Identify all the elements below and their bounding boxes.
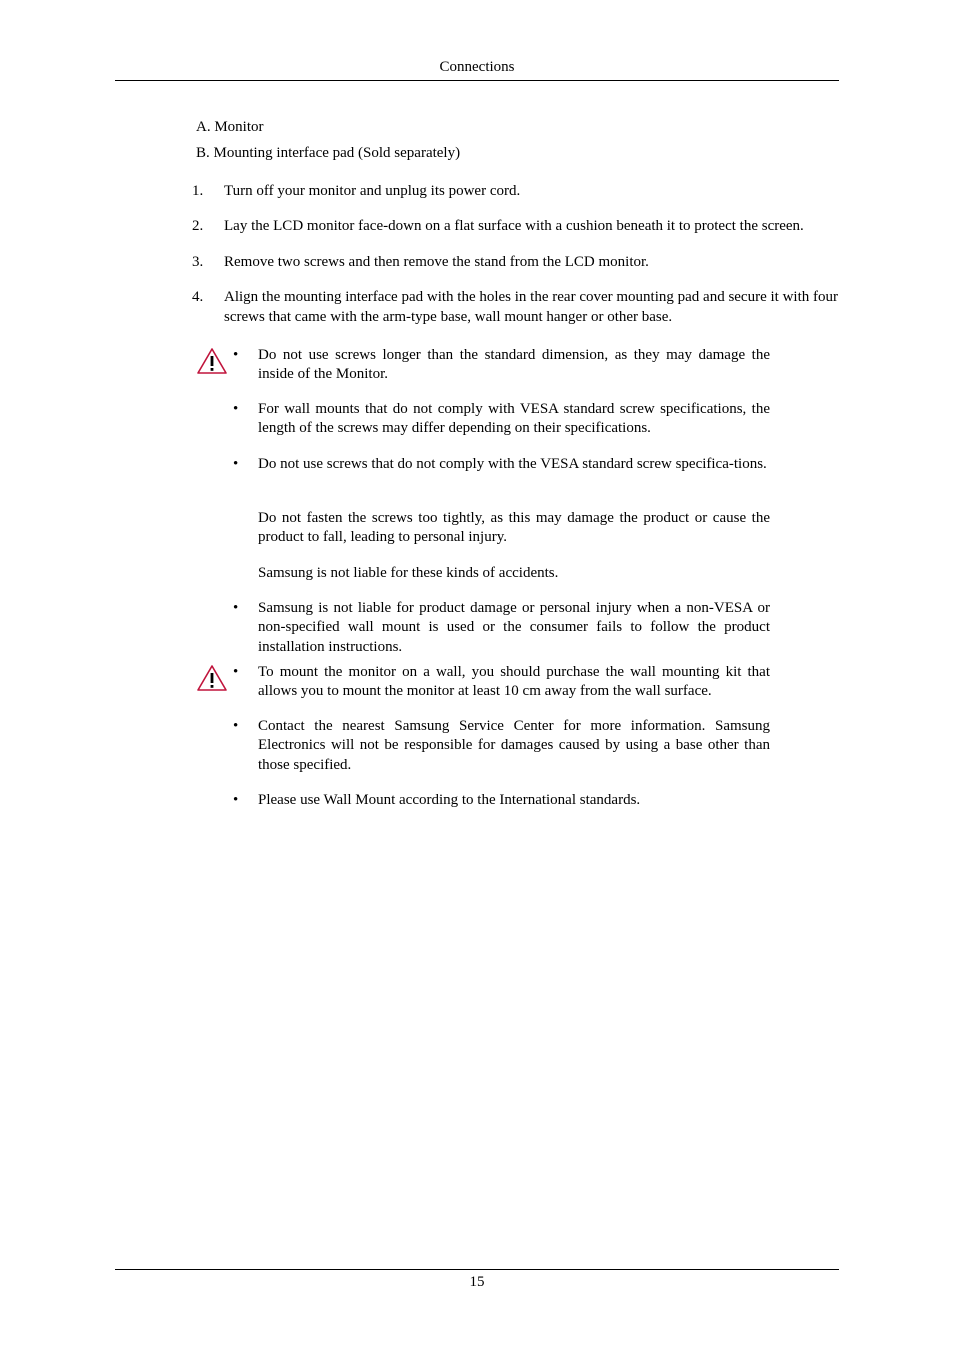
page-number: 15 — [469, 1274, 485, 1290]
caution-text: Do not use screws that do not comply with the VESA standard screw specifica-tions. — [258, 456, 767, 472]
caution-triangle-icon — [196, 664, 228, 692]
caution-text: Samsung is not liable for product damage or personal injury when a non-VESA or non-specified wall mount is used or the consumer fails to follow the product installation instructions. — [258, 600, 770, 655]
caution-paragraph: Do not fasten the screws too tightly, as this may damage the product or cause the product to fall, leading to personal injury. — [258, 510, 770, 546]
step-text: Align the mounting interface pad with the holes in the rear cover mounting pad and secure it with four screws that came with the arm-type base, wall mount hanger or other base. — [224, 289, 838, 325]
caution-text: To mount the monitor on a wall, you should purchase the wall mounting kit that allows you to mount the monitor at least 10 cm away from the wall surface. — [258, 664, 770, 700]
step-number: 3. — [192, 254, 204, 270]
step-number: 1. — [192, 183, 204, 199]
bullet-marker: • — [233, 347, 239, 363]
legend-item-a: A. Monitor — [196, 119, 264, 135]
bullet-marker: • — [233, 792, 239, 808]
footer-rule — [115, 1269, 839, 1270]
bullet-marker: • — [233, 718, 239, 734]
caution-text: Contact the nearest Samsung Service Center for more information. Samsung Electronics will not be responsible for damages caused by using a base other than those specified. — [258, 718, 770, 773]
header-rule — [115, 80, 839, 81]
legend-item-b: B. Mounting interface pad (Sold separately) — [196, 145, 461, 161]
header-title: Connections — [439, 59, 515, 75]
caution-text: Please use Wall Mount according to the International standards. — [258, 792, 641, 808]
step-number: 2. — [192, 218, 204, 234]
bullet-marker: • — [233, 664, 239, 680]
bullet-marker: • — [233, 456, 239, 472]
caution-text: Do not use screws longer than the standard dimension, as they may damage the inside of the Monitor. — [258, 347, 770, 383]
caution-text: For wall mounts that do not comply with VESA standard screw specifications, the length of the screws may differ depending on their specifications. — [258, 401, 770, 437]
caution-paragraph: Samsung is not liable for these kinds of accidents. — [258, 565, 559, 581]
step-text: Remove two screws and then remove the stand from the LCD monitor. — [224, 254, 649, 270]
step-text: Lay the LCD monitor face-down on a flat surface with a cushion beneath it to protect the screen. — [224, 218, 804, 234]
step-text: Turn off your monitor and unplug its power cord. — [224, 183, 521, 199]
step-number: 4. — [192, 289, 204, 305]
bullet-marker: • — [233, 401, 239, 417]
caution-triangle-icon — [196, 347, 228, 375]
bullet-marker: • — [233, 600, 239, 616]
